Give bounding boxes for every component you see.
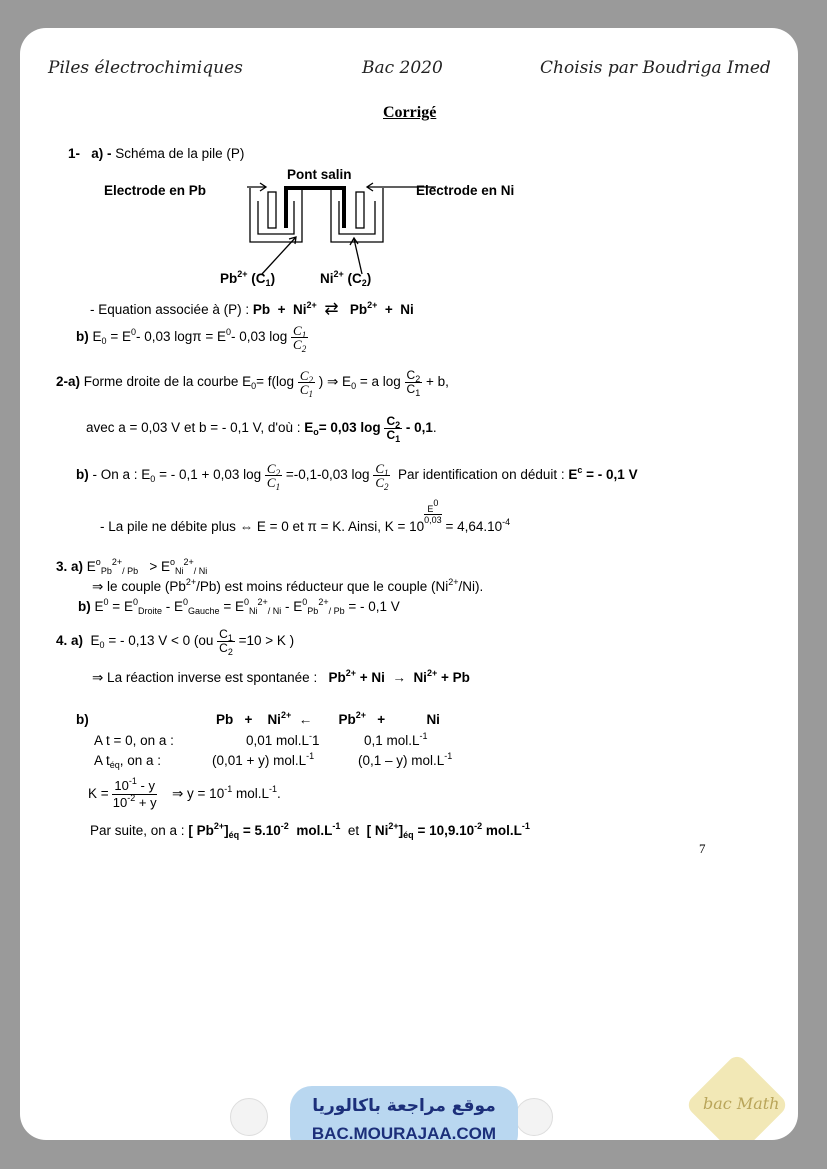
q4-k-formula: K = $\frac{10^{-1} - y}{10^{-2} + y}$ ⇒ $y = 10^{-1}$ $mol.L^{-1}$. bbox=[88, 776, 281, 810]
header-center: Bac 2020 bbox=[362, 58, 443, 78]
document-page bbox=[20, 28, 798, 1140]
header-right: Choisis par Boudriga Imed bbox=[540, 58, 771, 78]
q2-a: 2-a) Forme droite de la courbe $E_0= f(\log$ $\frac{C_2}{C_1}$ ) ⇒ $E_0 = a$ log $\frac{C_2}{C_1}$ + b, bbox=[56, 368, 449, 399]
q1-b: b) $E_0 = E^0-$ 0,03 $\log\pi = E^0-$ 0,03 log $\frac{C_1}{C_2}$ bbox=[76, 323, 307, 354]
label-electrode-ni: Electrode en Ni bbox=[416, 183, 515, 198]
banner-url[interactable]: BAC.MOURAJAA.COM bbox=[311, 1124, 497, 1140]
q4-row2-c1: (0,01 + y) $mol.L^{-1}$ bbox=[212, 751, 315, 768]
q4-row1-label: A t = 0, on a : bbox=[94, 733, 174, 748]
q4-row2-label: A $t_{éq}$, on a : bbox=[94, 753, 162, 770]
label-ni-c2: $Ni^{2+}$ $(C_2)$ bbox=[320, 269, 372, 288]
q3-a-line2: ⇒ le couple $(Pb^{2+}/Pb)$ est moins réducteur que le couple $(Ni^{2+}/Ni)$. bbox=[92, 577, 484, 594]
q2-b: b) - On a : $E_0$ = - 0,1 + 0,03 log $\frac{C_2}{C_1}$ =-0,1-0,03 log $\frac{C_1}{C_2}$ Par identification on déduit : $E^c$ = - 0,1 V bbox=[76, 461, 638, 492]
label-pb-c1: $Pb^{2+}$ $(C_1)$ bbox=[220, 269, 276, 288]
q4-row2-c2: (0,1 – y) $mol.L^{-1}$ bbox=[358, 751, 453, 768]
q4-a: 4. a) $E_0$ = - 0,13 V < 0 (ou $\frac{C_1}{C_2}$ =10 > K ) bbox=[56, 627, 295, 657]
q4-b-label: b) bbox=[76, 712, 89, 727]
q3-b: b) $E^0 = E^0_{Droite} - E^0_{Gauche} = E^0_{Ni}^{2+}_{/ Ni} - E^0_{Pb}^{2+}_{/ Pb}$ = - 0,1 V bbox=[78, 597, 400, 616]
banner-left-emblem bbox=[230, 1098, 268, 1136]
page-title: Corrigé bbox=[383, 104, 437, 121]
q3-a: 3. a) $E^o_{Pb}^{2+}_{/ Pb}$ > $E^o_{Ni}^{2+}_{/ Ni}$ bbox=[56, 557, 208, 576]
q1-equation: - Equation associée à (P) : $Pb + Ni^{2+}$ ⇄ $Pb^{2+} + Ni$ bbox=[90, 299, 414, 318]
q4-final: Par suite, on a : [ $Pb^{2+}]_{éq} = 5.10^{-2}$ $mol.L^{-1}$ et [ $Ni^{2+}]_{éq} = 10,9.10^{-2}$ $mol.L^{-1}$ bbox=[90, 821, 530, 840]
q4-a-line2: ⇒ La réaction inverse est spontanée : $Pb^{2+} + Ni \to Ni^{2+} + Pb$ bbox=[92, 668, 470, 685]
header-left: Piles électrochimiques bbox=[48, 58, 243, 78]
banner-arabic-text: موقع مراجعة باكالوريا bbox=[312, 1096, 496, 1116]
site-banner[interactable] bbox=[290, 1086, 518, 1140]
q4-table-header: Pb + $Ni^{2+}$ ← $Pb^{2+}$ + Ni bbox=[216, 710, 440, 727]
label-electrode-pb: Electrode en Pb bbox=[104, 183, 207, 198]
q2-line2: avec a = 0,03 V et b = - 0,1 V, d'où : $E_o= 0,03$ log $\frac{C_2}{C_1}$ - 0,1. bbox=[86, 414, 437, 444]
q2-k: - La pile ne débite plus ⇔ E = 0 et π = K. Ainsi, K = 10 $\frac{E^0}{0,03}$ = $4,64.10^{-4}$ bbox=[100, 498, 511, 534]
banner-right-emblem bbox=[515, 1098, 553, 1136]
bacmath-logo-text: bac Math bbox=[703, 1094, 780, 1113]
q1-heading: 1- a) - Schéma de la pile (P) bbox=[68, 146, 245, 161]
q4-row1-c1: 0,01 mol.L-1 bbox=[246, 731, 320, 748]
q4-row1-c2: 0,1 $mol.L^{-1}$ bbox=[364, 731, 428, 748]
label-pont-salin: Pont salin bbox=[287, 167, 352, 182]
page-number: 7 bbox=[699, 841, 706, 856]
